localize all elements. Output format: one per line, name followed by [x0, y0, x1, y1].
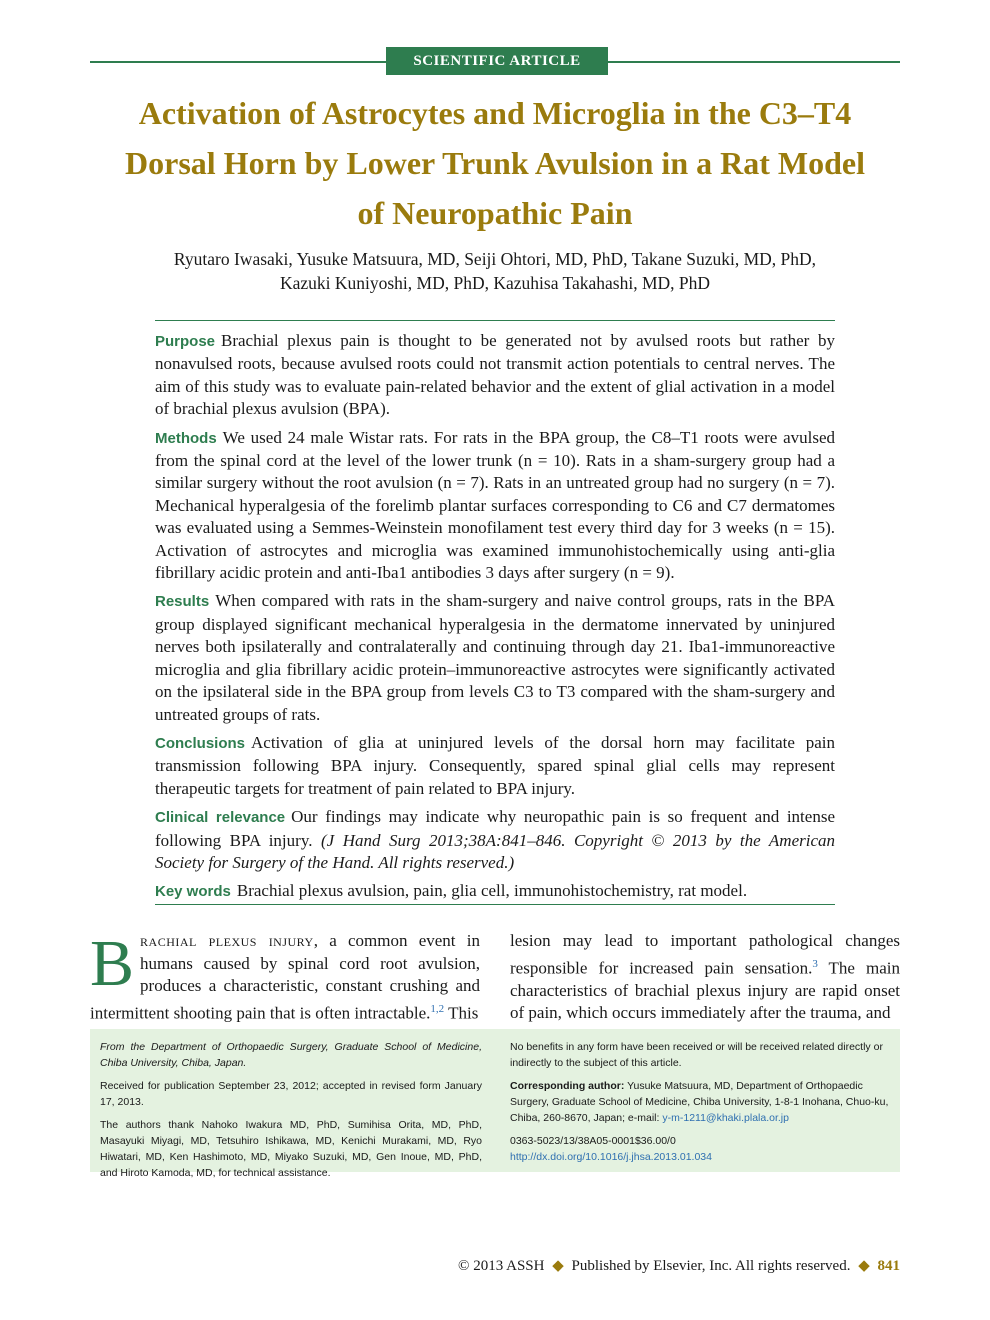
doi-link[interactable]: http://dx.doi.org/10.1016/j.jhsa.2013.01.034	[510, 1151, 712, 1163]
results-label: Results	[155, 593, 210, 611]
conclusions-label: Conclusions	[155, 734, 246, 752]
abstract-clinical-relevance	[155, 806, 835, 874]
keywords-text: Brachial plexus avulsion, pain, glia cell, immunohistochemistry, rat model.	[236, 881, 748, 901]
conclusions-text: Activation of glia at uninjured levels of the dorsal horn may facilitate pain transmission following BPA injury. Consequently, spared spinal glial cells may represent therapeutic targets for treatment of pain related to BPA injury.	[155, 732, 835, 798]
section-label: SCIENTIFIC ARTICLE	[386, 47, 608, 75]
reference-link[interactable]: 1,2	[430, 1002, 445, 1015]
footnote-box	[90, 1029, 900, 1179]
benefits-note: No benefits in any form have been received or will be received related directly or indirectly to the subject of this article.	[510, 1041, 883, 1069]
received-note: Received for publication September 23, 2012; accepted in revised form January 17, 2013.	[100, 1080, 482, 1108]
corresponding-text: Yusuke Matsuura, MD, Department of Orthopaedic Surgery, Graduate School of Medicine, Chiba University, 1-8-1 Inohana, Chuo-ku, Chiba, 260-8670, Japan; e-mail:	[510, 1080, 889, 1124]
body-column-right	[510, 930, 900, 1025]
page-number: 841	[877, 1258, 900, 1274]
footnote-column-left	[100, 1039, 482, 1188]
acknowledgement-note: The authors thank Nahoko Iwakura MD, PhD, Sumihisa Orita, MD, PhD, Masayuki Miyagi, MD, Tetsuhiro Ishikawa, MD, Kenichi Murakami, MD, Ryo Hiwatari, MD, Ken Hashimoto, MD, Miyako Suzuki, MD, Gen Inoue, MD, PhD, and Hiroto Kamoda, MD, for technical assistance.	[100, 1119, 482, 1179]
citation: (J Hand Surg 2013;38A:841–846. Copyright © 2013 by the American Society for Surgery of the Hand. All rights reserved.)	[155, 830, 835, 872]
abstract-purpose	[155, 330, 835, 421]
drop-cap: B	[90, 927, 135, 1000]
body-text: lesion may lead to important pathological changes responsible for increased pain sensation.	[510, 931, 900, 978]
title-line: Dorsal Horn by Lower Trunk Avulsion in a Rat Model	[125, 145, 865, 181]
copyright: © 2013 ASSH	[458, 1258, 545, 1274]
abstract	[155, 330, 835, 910]
diamond-icon: ◆	[552, 1258, 564, 1274]
affiliation-note: From the Department of Orthopaedic Surgery, Graduate School of Medicine, Chiba University, Chiba, Japan.	[100, 1041, 482, 1069]
page-footer	[458, 1256, 900, 1275]
article-title	[90, 88, 900, 238]
abstract-top-rule	[155, 320, 835, 321]
publisher-note: Published by Elsevier, Inc. All rights reserved.	[571, 1258, 851, 1274]
abstract-conclusions	[155, 732, 835, 800]
purpose-text: Brachial plexus pain is thought to be generated not by avulsed roots but rather by nonavulsed roots, because avulsed roots could not transmit action potentials to central nerves. The aim of this study was to evaluate pain-related behavior and the extent of glial activation in a model of brachial plexus avulsion (BPA).	[155, 331, 835, 419]
purpose-label: Purpose	[155, 333, 216, 350]
methods-text: We used 24 male Wistar rats. For rats in the BPA group, the C8–T1 roots were avulsed from the spinal cord at the level of the lower trunk (n = 10). Rats in a sham-surgery group had a similar surgery without the root avulsion (n = 7). Rats in an untreated group had no surgery (n = 7). Mechanical hyperalgesia of the forelimb plantar surfaces corresponding to C6 and C7 dermatomes was evaluated using a Semmes-Weinstein monofilament test every third day for 3 weeks (n = 15). Activation of astrocytes and microglia was examined immunohistochemically using anti-glia fibrillary acidic protein and anti-Iba1 antibodies 3 days after surgery (n = 9).	[155, 427, 835, 583]
issn: 0363-5023/13/38A05-0001$36.00/0	[510, 1135, 676, 1147]
authors-line: Kazuki Kuniyoshi, MD, PhD, Kazuhisa Takahashi, MD, PhD	[279, 273, 711, 293]
email-link[interactable]: y-m-1211@khaki.plala.or.jp	[662, 1112, 789, 1124]
abstract-results	[155, 590, 835, 725]
clinical-relevance-label: Clinical relevance	[155, 809, 286, 827]
body-text: This	[444, 1003, 479, 1023]
abstract-bottom-rule	[155, 904, 835, 905]
clinical-relevance-text: Our findings may indicate why neuropathic pain is so frequent and intense following BPA injury.	[155, 807, 835, 850]
corresponding-author-note	[510, 1078, 892, 1126]
results-text: When compared with rats in the sham-surgery and naive control groups, rats in the BPA group displayed significant mechanical hyperalgesia in the dermatome innervated by uninjured nerves both ipsilaterally and contralaterally and continuing through day 21. Iba1-immunoreactive microglia and glia fibrillary acidic protein–immunoreactive astrocytes were significantly activated on the ipsilateral side in the BPA group from levels C3 to T3 compared with the sham-surgery and untreated groups of rats.	[155, 591, 835, 724]
diamond-icon: ◆	[858, 1258, 870, 1274]
abstract-methods	[155, 427, 835, 585]
body-text: The main characteristics of brachial plexus injury are rapid onset of pain, which occurs immediately after the trauma, and	[510, 958, 900, 1023]
issn-doi-note	[510, 1133, 892, 1165]
body-text: , a common event in humans caused by spinal cord root avulsion, produces a characteristic, constant crushing and intermittent shooting pain that is often intractable.	[90, 931, 480, 1023]
methods-label: Methods	[155, 429, 217, 447]
author-list	[90, 247, 900, 295]
authors-line: Ryutaro Iwasaki, Yusuke Matsuura, MD, Seiji Ohtori, MD, PhD, Takane Suzuki, MD, PhD,	[173, 249, 817, 269]
footnote-column-right	[510, 1039, 892, 1172]
lead-smallcaps: rachial plexus injury	[140, 931, 314, 950]
title-line: of Neuropathic Pain	[357, 195, 633, 231]
keywords-label: Key words	[155, 883, 231, 901]
corresponding-label: Corresponding author:	[510, 1080, 625, 1092]
reference-link[interactable]: 3	[812, 957, 818, 970]
abstract-keywords	[155, 880, 835, 903]
title-line: Activation of Astrocytes and Microglia in the C3–T4	[138, 95, 852, 131]
body-column-left	[90, 927, 480, 1025]
